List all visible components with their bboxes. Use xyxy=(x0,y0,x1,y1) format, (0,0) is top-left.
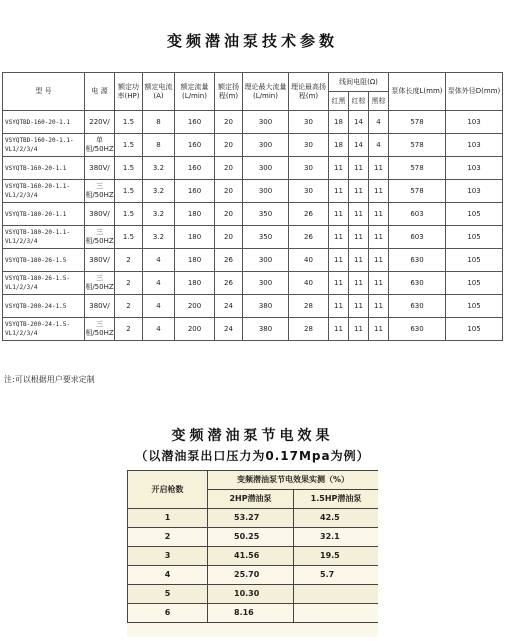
spec-cell-dia: 105 xyxy=(446,249,503,272)
spec-cell-hp: 1.5 xyxy=(115,226,143,249)
header-gun-count: 开启枪数 xyxy=(128,471,208,509)
header-2hp: 2HP潜油泵 xyxy=(208,490,294,509)
header-res-black-green: 黑棕 xyxy=(369,92,389,111)
spec-row xyxy=(3,111,503,134)
spec-cell-flow: 160 xyxy=(175,111,215,134)
spec-cell-maxflow: 300 xyxy=(243,272,289,295)
effect-cell-n: 4 xyxy=(128,566,208,585)
spec-cell-maxflow: 350 xyxy=(243,203,289,226)
spec-cell-len: 578 xyxy=(389,157,446,180)
spec-cell-r3: 11 xyxy=(369,295,389,318)
spec-cell-dia: 105 xyxy=(446,318,503,341)
spec-cell-head: 24 xyxy=(215,318,243,341)
spec-cell-maxhead: 26 xyxy=(289,203,329,226)
effect-cell-n: 2 xyxy=(128,528,208,547)
spec-row xyxy=(3,295,503,318)
spec-row xyxy=(3,180,503,203)
spec-cell-a: 8 xyxy=(143,111,175,134)
spec-cell-maxflow: 300 xyxy=(243,180,289,203)
spec-cell-maxhead: 40 xyxy=(289,249,329,272)
effect-row xyxy=(128,509,379,528)
spec-cell-dia: 105 xyxy=(446,295,503,318)
effect-cell-n: 3 xyxy=(128,547,208,566)
effect-cell-v15 xyxy=(294,604,379,623)
spec-cell-flow: 180 xyxy=(175,249,215,272)
spec-cell-r2: 11 xyxy=(349,272,369,295)
spec-cell-r3: 11 xyxy=(369,272,389,295)
effect-cell-v2: 8.16 xyxy=(208,604,294,623)
spec-cell-supply: 三相/50HZ xyxy=(85,272,115,295)
spec-cell-head: 20 xyxy=(215,203,243,226)
spec-row xyxy=(3,134,503,157)
spec-title: 变频潜油泵技术参数 xyxy=(166,32,338,50)
spec-cell-dia: 105 xyxy=(446,203,503,226)
spec-cell-flow: 180 xyxy=(175,203,215,226)
spec-cell-model: VSYQTB-180-20-1.1-VL1/2/3/4 xyxy=(3,226,85,249)
spec-cell-r1: 11 xyxy=(329,226,349,249)
spec-cell-maxhead: 30 xyxy=(289,111,329,134)
effect-row xyxy=(128,604,379,623)
spec-cell-r1: 18 xyxy=(329,111,349,134)
spec-cell-supply: 380V/ xyxy=(85,157,115,180)
spec-cell-r2: 11 xyxy=(349,318,369,341)
spec-cell-hp: 2 xyxy=(115,272,143,295)
spec-cell-a: 3.2 xyxy=(143,226,175,249)
spec-cell-len: 578 xyxy=(389,180,446,203)
spec-cell-dia: 103 xyxy=(446,157,503,180)
spec-cell-maxhead: 28 xyxy=(289,318,329,341)
effect-cell-n: 5 xyxy=(128,585,208,604)
spec-cell-maxhead: 40 xyxy=(289,272,329,295)
header-length: 泵体长度L(mm) xyxy=(389,73,446,111)
spec-cell-r3: 11 xyxy=(369,157,389,180)
effect-cell-v2: 10.30 xyxy=(208,585,294,604)
spec-cell-model: VSYQTB-160-20-1.1 xyxy=(3,157,85,180)
spec-cell-head: 26 xyxy=(215,272,243,295)
spec-cell-r1: 11 xyxy=(329,203,349,226)
effect-cell-v15: 5.7 xyxy=(294,566,379,585)
spec-cell-a: 3.2 xyxy=(143,203,175,226)
spec-cell-flow: 160 xyxy=(175,157,215,180)
spec-cell-supply: 三相/50HZ xyxy=(85,318,115,341)
spec-cell-maxhead: 30 xyxy=(289,134,329,157)
header-rated-flow: 额定流量(L/min) xyxy=(175,73,215,111)
header-rated-current: 额定电流(A) xyxy=(143,73,175,111)
spec-cell-flow: 200 xyxy=(175,318,215,341)
spec-cell-supply: 380V/ xyxy=(85,203,115,226)
spec-cell-maxflow: 380 xyxy=(243,318,289,341)
spec-cell-len: 630 xyxy=(389,272,446,295)
effect-subtitle: （以潜油泵出口压力为0.17Mpa为例） xyxy=(135,449,370,463)
effect-cell-v2: 53.27 xyxy=(208,509,294,528)
effect-cell-v15: 32.1 xyxy=(294,528,379,547)
header-res-red-green: 红棕 xyxy=(349,92,369,111)
spec-cell-flow: 200 xyxy=(175,295,215,318)
spec-cell-a: 4 xyxy=(143,295,175,318)
header-power-supply: 电 源 xyxy=(85,73,115,111)
spec-cell-flow: 160 xyxy=(175,180,215,203)
spec-cell-len: 630 xyxy=(389,318,446,341)
spec-cell-len: 603 xyxy=(389,226,446,249)
spec-cell-maxflow: 300 xyxy=(243,134,289,157)
spec-cell-r3: 11 xyxy=(369,203,389,226)
spec-table xyxy=(2,72,503,341)
effect-cell-n: 1 xyxy=(128,509,208,528)
effect-cell-n: 6 xyxy=(128,604,208,623)
header-1-5hp: 1.5HP潜油泵 xyxy=(294,490,379,509)
spec-cell-r1: 11 xyxy=(329,180,349,203)
spec-cell-r1: 11 xyxy=(329,249,349,272)
spec-cell-model: VSYQTB-180-26-1.5-VL1/2/3/4 xyxy=(3,272,85,295)
spec-cell-r3: 11 xyxy=(369,318,389,341)
spec-cell-maxhead: 28 xyxy=(289,295,329,318)
spec-cell-maxflow: 300 xyxy=(243,157,289,180)
spec-cell-len: 630 xyxy=(389,295,446,318)
spec-cell-supply: 220V/ xyxy=(85,111,115,134)
effect-cell-v15 xyxy=(294,585,379,604)
spec-cell-head: 20 xyxy=(215,134,243,157)
spec-cell-hp: 1.5 xyxy=(115,180,143,203)
spec-cell-head: 20 xyxy=(215,180,243,203)
effect-cell-v15: 19.5 xyxy=(294,547,379,566)
spec-row xyxy=(3,157,503,180)
effect-row xyxy=(128,528,379,547)
spec-cell-r1: 11 xyxy=(329,318,349,341)
header-diameter: 泵体外径D(mm) xyxy=(446,73,503,111)
spec-cell-hp: 1.5 xyxy=(115,111,143,134)
spec-cell-r1: 11 xyxy=(329,157,349,180)
header-effect-group: 变频潜油泵节电效果实测（%） xyxy=(208,471,379,490)
spec-cell-dia: 103 xyxy=(446,180,503,203)
spec-cell-flow: 160 xyxy=(175,134,215,157)
spec-cell-len: 603 xyxy=(389,203,446,226)
spec-cell-maxhead: 26 xyxy=(289,226,329,249)
effect-cell-v15: 42.5 xyxy=(294,509,379,528)
spec-cell-model: VSYQTBD-160-20-1.1 xyxy=(3,111,85,134)
spec-cell-r2: 14 xyxy=(349,134,369,157)
effect-table xyxy=(127,470,378,623)
spec-cell-model: VSYQTB-160-20-1.1-VL1/2/3/4 xyxy=(3,180,85,203)
effect-title: 变频潜油泵节电效果 xyxy=(171,428,334,444)
spec-cell-r3: 11 xyxy=(369,180,389,203)
spec-cell-a: 4 xyxy=(143,249,175,272)
header-rated-head: 额定扬程(m) xyxy=(215,73,243,111)
spec-cell-maxhead: 30 xyxy=(289,157,329,180)
effect-row xyxy=(128,566,379,585)
spec-cell-head: 20 xyxy=(215,157,243,180)
spec-cell-supply: 380V/ xyxy=(85,295,115,318)
custom-note: 注:可以根据用户要求定制 xyxy=(4,375,95,384)
header-model: 型 号 xyxy=(3,73,85,111)
spec-cell-r2: 11 xyxy=(349,295,369,318)
spec-cell-model: VSYQTBD-160-20-1.1-VL1/2/3/4 xyxy=(3,134,85,157)
header-rated-power: 额定功率(HP) xyxy=(115,73,143,111)
effect-cell-v2: 41.56 xyxy=(208,547,294,566)
spec-cell-model: VSYQTB-200-24-1.5-VL1/2/3/4 xyxy=(3,318,85,341)
spec-cell-hp: 1.5 xyxy=(115,203,143,226)
spec-cell-r3: 4 xyxy=(369,134,389,157)
spec-cell-dia: 103 xyxy=(446,134,503,157)
spec-cell-r3: 11 xyxy=(369,249,389,272)
effect-table-container xyxy=(127,470,378,637)
spec-cell-model: VSYQTB-180-20-1.1 xyxy=(3,203,85,226)
spec-table-body xyxy=(3,111,503,341)
spec-cell-r2: 11 xyxy=(349,157,369,180)
spec-cell-hp: 1.5 xyxy=(115,134,143,157)
spec-cell-r3: 11 xyxy=(369,226,389,249)
spec-cell-a: 3.2 xyxy=(143,157,175,180)
spec-cell-dia: 103 xyxy=(446,111,503,134)
spec-cell-hp: 1.5 xyxy=(115,157,143,180)
spec-cell-a: 8 xyxy=(143,134,175,157)
spec-cell-r1: 11 xyxy=(329,272,349,295)
spec-cell-dia: 105 xyxy=(446,272,503,295)
spec-cell-supply: 三相/50HZ xyxy=(85,180,115,203)
effect-table-body xyxy=(128,509,379,623)
spec-cell-supply: 三相/50HZ xyxy=(85,226,115,249)
spec-cell-len: 578 xyxy=(389,111,446,134)
spec-cell-r2: 11 xyxy=(349,249,369,272)
spec-cell-len: 630 xyxy=(389,249,446,272)
spec-cell-a: 4 xyxy=(143,272,175,295)
header-max-head: 理论最高扬程(m) xyxy=(289,73,329,111)
spec-cell-r2: 11 xyxy=(349,180,369,203)
spec-cell-head: 26 xyxy=(215,249,243,272)
spec-cell-maxflow: 350 xyxy=(243,226,289,249)
spec-cell-a: 4 xyxy=(143,318,175,341)
header-max-flow: 理论最大流量(L/min) xyxy=(243,73,289,111)
spec-cell-hp: 2 xyxy=(115,295,143,318)
spec-cell-head: 20 xyxy=(215,226,243,249)
spec-cell-r1: 18 xyxy=(329,134,349,157)
spec-cell-r2: 11 xyxy=(349,203,369,226)
spec-cell-r2: 14 xyxy=(349,111,369,134)
spec-cell-hp: 2 xyxy=(115,249,143,272)
header-res-red-black: 红黑 xyxy=(329,92,349,111)
effect-cell-v2: 50.25 xyxy=(208,528,294,547)
spec-cell-len: 578 xyxy=(389,134,446,157)
spec-cell-dia: 105 xyxy=(446,226,503,249)
effect-cell-v2: 25.70 xyxy=(208,566,294,585)
spec-cell-model: VSYQTB-200-24-1.5 xyxy=(3,295,85,318)
spec-cell-supply: 380V/ xyxy=(85,249,115,272)
spec-cell-maxflow: 300 xyxy=(243,111,289,134)
spec-cell-a: 3.2 xyxy=(143,180,175,203)
spec-row xyxy=(3,203,503,226)
spec-cell-model: VSYQTB-180-26-1.5 xyxy=(3,249,85,272)
spec-row xyxy=(3,249,503,272)
header-resistance: 线间电阻(Ω) xyxy=(329,73,389,92)
spec-row xyxy=(3,318,503,341)
effect-row xyxy=(128,585,379,604)
effect-row xyxy=(128,547,379,566)
spec-cell-supply: 单相/50HZ xyxy=(85,134,115,157)
spec-row xyxy=(3,272,503,295)
spec-cell-maxflow: 300 xyxy=(243,249,289,272)
spec-cell-maxhead: 30 xyxy=(289,180,329,203)
spec-cell-r2: 11 xyxy=(349,226,369,249)
spec-cell-hp: 2 xyxy=(115,318,143,341)
spec-cell-flow: 180 xyxy=(175,272,215,295)
spec-cell-head: 24 xyxy=(215,295,243,318)
spec-cell-r3: 4 xyxy=(369,111,389,134)
spec-cell-head: 20 xyxy=(215,111,243,134)
spec-cell-flow: 180 xyxy=(175,226,215,249)
spec-cell-maxflow: 380 xyxy=(243,295,289,318)
spec-row xyxy=(3,226,503,249)
spec-cell-r1: 11 xyxy=(329,295,349,318)
